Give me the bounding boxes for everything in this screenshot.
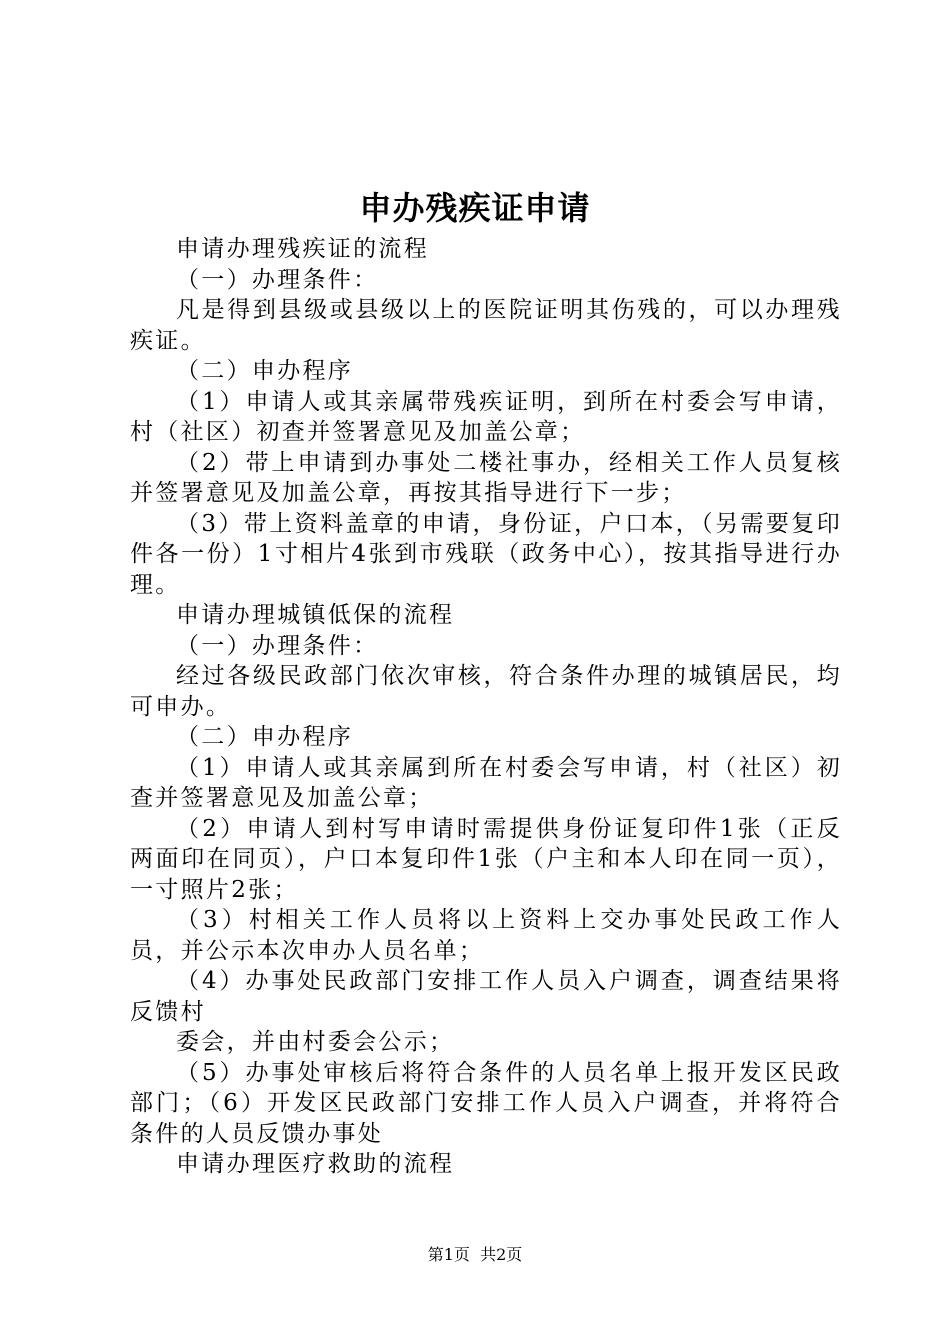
page-number: 第1页 共2页 [427,1245,523,1264]
paragraph-step: （3）带上资料盖章的申请，身份证，户口本，（另需要复印件各一份）1寸相片4张到市残联（政务中心），按其指导进行办理。 [130,510,842,598]
paragraph: 凡是得到县级或县级以上的医院证明其伤残的，可以办理残疾证。 [130,297,842,354]
paragraph-subheading: （一）办理条件： [176,266,379,293]
paragraph-step: （2）带上申请到办事处二楼社事办，经相关工作人员复核并签署意见及加盖公章，再按其指导进行下一步； [130,449,842,506]
paragraph-step: （1）申请人或其亲属带残疾证明，到所在村委会写申请，村（社区）初查并签署意见及加盖公章； [130,388,842,445]
paragraph-continuation: 委会，并由村委会公示； [176,1029,455,1055]
paragraph-subheading: （二）申办程序 [176,724,354,750]
page-footer [0,1244,950,1266]
paragraph-section-heading: 申请办理城镇低保的流程 [176,602,455,628]
paragraph: 经过各级民政部门依次审核，符合条件办理的城镇居民，均可申办。 [130,663,842,720]
paragraph-subheading: （一）办理条件： [176,632,379,659]
paragraph-step: （3）村相关工作人员将以上资料上交办事处民政工作人员，并公示本次申办人员名单； [130,907,842,964]
paragraph-step: （1）申请人或其亲属到所在村委会写申请，村（社区）初查并签署意见及加盖公章； [130,754,842,811]
paragraph-subheading: （二）申办程序 [176,358,354,384]
paragraph-step: （4）办事处民政部门安排工作人员入户调查，调查结果将反馈村 [130,968,842,1025]
paragraph-step: （5）办事处审核后将符合条件的人员名单上报开发区民政部门；（6）开发区民政部门安排工作人员入户调查，并将符合条件的人员反馈办事处 [130,1059,842,1147]
paragraph-step: （2）申请人到村写申请时需提供身份证复印件1张（正反两面印在同页），户口本复印件1张（户主和本人印在同一页），一寸照片2张； [130,815,842,903]
paragraph-section-heading: 申请办理残疾证的流程 [176,236,429,262]
document-title: 申办残疾证申请 [359,189,591,227]
document-body [130,234,842,1180]
paragraph-section-heading: 申请办理医疗救助的流程 [176,1151,455,1177]
